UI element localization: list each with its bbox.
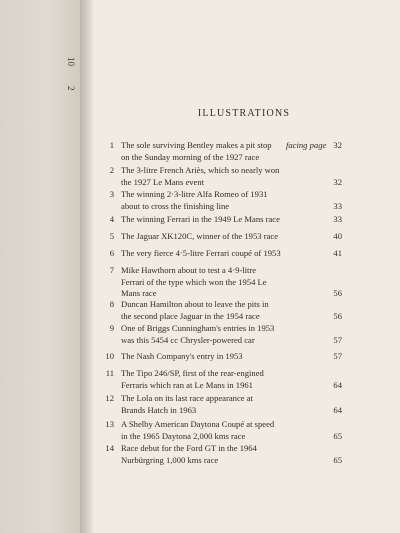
list-item xyxy=(88,189,400,212)
entry-page-number: 32 xyxy=(333,176,342,187)
list-item xyxy=(88,368,400,391)
entry-page-number: 32 xyxy=(333,140,342,150)
entry-number: 13 xyxy=(105,419,114,429)
entry-caption xyxy=(121,393,311,416)
entry-caption xyxy=(121,323,311,346)
entry-caption-line: the 1927 Le Mans event xyxy=(121,176,205,187)
entry-page-number: 56 xyxy=(333,310,342,321)
entry-number: 5 xyxy=(109,231,114,241)
entry-page-number: 57 xyxy=(333,334,342,345)
entry-number: 11 xyxy=(105,368,114,378)
entry-caption xyxy=(121,140,311,163)
entry-caption-line: Mans race xyxy=(121,288,157,298)
left-page-mark: 2 xyxy=(66,86,76,91)
list-item xyxy=(88,248,400,260)
entry-number: 1 xyxy=(109,140,114,150)
entry-caption-line: Duncan Hamilton about to leave the pits in xyxy=(121,299,269,309)
entry-caption xyxy=(121,231,311,243)
list-item xyxy=(88,443,400,466)
entry-caption-line: The very fierce 4·5-litre Ferrari coupé of 1953 xyxy=(121,248,281,258)
entry-caption-line: One of Briggs Cunningham's entries in 1953 xyxy=(121,323,275,333)
entry-page-number: 40 xyxy=(333,231,342,241)
entry-number: 6 xyxy=(109,248,114,258)
entry-caption-line: The winning 2·3-litre Alfa Romeo of 1931 xyxy=(121,189,268,199)
entry-caption xyxy=(121,419,311,442)
list-item xyxy=(88,323,400,346)
entry-number: 9 xyxy=(109,323,114,333)
entry-number: 3 xyxy=(109,189,114,199)
entry-caption xyxy=(121,443,311,466)
entry-page-number: 57 xyxy=(333,351,342,361)
list-item xyxy=(88,231,400,243)
left-page-number: 10 xyxy=(66,57,76,66)
list-item xyxy=(88,351,400,363)
entry-caption-line: The winning Ferrari in the 1949 Le Mans race xyxy=(121,214,280,224)
entry-caption-line: Nurbürgring 1,000 kms race xyxy=(121,454,219,465)
entry-caption xyxy=(121,299,311,322)
right-page xyxy=(88,0,400,533)
entry-caption-line: Mike Hawthorn about to test a 4·9-litre xyxy=(121,265,257,275)
entry-caption-line: Ferraris which ran at Le Mans in 1961 xyxy=(121,379,253,390)
entry-caption-line: was this 5454 cc Chrysler-powered car xyxy=(121,334,255,345)
entry-caption xyxy=(121,351,311,363)
entry-number: 10 xyxy=(105,351,114,361)
entry-caption-line: Race debut for the Ford GT in the 1964 xyxy=(121,443,257,453)
entry-caption-line: The Jaguar XK120C, winner of the 1953 race xyxy=(121,231,279,241)
list-item xyxy=(88,214,400,226)
page-title: ILLUSTRATIONS xyxy=(197,108,291,119)
list-item xyxy=(88,165,400,188)
entry-number: 7 xyxy=(109,265,114,275)
list-item xyxy=(88,265,400,300)
list-item xyxy=(88,393,400,416)
entry-caption-line: A Shelby American Daytona Coupé at speed xyxy=(121,419,275,429)
entry-caption xyxy=(121,165,311,188)
entry-page-number: 64 xyxy=(333,404,342,415)
page-shadow xyxy=(88,0,94,533)
entry-caption xyxy=(121,214,311,226)
entry-caption-line: Brands Hatch in 1963 xyxy=(121,404,197,415)
entry-caption-line: the second place Jaguar in the 1954 race xyxy=(121,310,260,321)
entry-caption xyxy=(121,248,311,260)
entry-page-number: 41 xyxy=(333,248,342,258)
entry-caption-line: in the 1965 Daytona 2,000 kms race xyxy=(121,430,246,441)
entry-caption-line: Ferrari of the type which won the 1954 Le xyxy=(121,276,267,287)
entry-caption-line: on the Sunday morning of the 1927 race xyxy=(121,151,260,162)
list-item xyxy=(88,419,400,442)
entry-caption-line: The Nash Company's entry in 1953 xyxy=(121,351,243,361)
entry-page-number: 65 xyxy=(333,430,342,441)
entry-page-number: 65 xyxy=(333,454,342,465)
entry-page-number: 33 xyxy=(333,214,342,224)
entry-number: 14 xyxy=(105,443,114,453)
list-item xyxy=(88,140,400,163)
entry-caption-line: about to cross the finishing line xyxy=(121,200,230,211)
entry-caption xyxy=(121,189,311,212)
entry-caption-line: The 3-litre French Ariès, which so nearly won xyxy=(121,165,280,175)
entry-caption-line: The Lola on its last race appearance at xyxy=(121,393,253,403)
entry-number: 12 xyxy=(105,393,114,403)
list-item xyxy=(88,299,400,322)
entry-page-number: 33 xyxy=(333,200,342,211)
entry-number: 4 xyxy=(109,214,114,224)
entry-caption-line: The sole surviving Bentley makes a pit stop xyxy=(121,140,272,150)
entry-page-number: 56 xyxy=(333,288,342,298)
entry-caption xyxy=(121,368,311,391)
left-page xyxy=(0,0,84,533)
facing-page-label: facing page xyxy=(286,140,327,150)
entry-number: 8 xyxy=(109,299,114,309)
entry-caption-line: The Tipo 246/SP, first of the rear-engined xyxy=(121,368,264,378)
entry-number: 2 xyxy=(109,165,114,175)
entry-caption xyxy=(121,265,311,300)
entry-page-number: 64 xyxy=(333,379,342,390)
